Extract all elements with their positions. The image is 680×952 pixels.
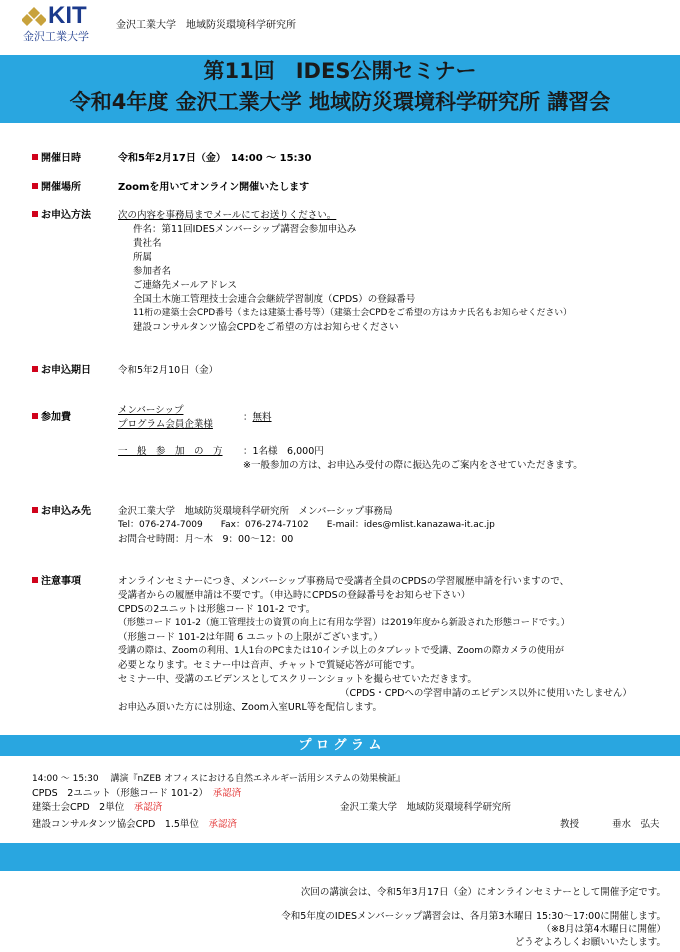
fee-member-value: ：無料 — [243, 412, 272, 423]
speaker-title: 教授 — [560, 819, 580, 830]
bullet-square-icon — [32, 577, 38, 583]
contact-line: お問合せ時間：月～木 9：00～12：00 — [118, 534, 294, 545]
header-org: 金沢工業大学 地域防災環境科学研究所 — [116, 20, 296, 31]
fee-member-line2: プログラム会員企業様 — [118, 419, 213, 430]
apply-item: 建設コンサルタンツ協会CPDをご希望の方はお知らせください — [133, 322, 399, 333]
contact-line: 金沢工業大学 地域防災環境科学研究所 メンバーシップ事務局 — [118, 506, 393, 517]
apply-item: 全国土木施工管理技士会連合会継続学習制度（CPDS）の登録番号 — [133, 294, 416, 305]
bullet-square-icon — [32, 366, 38, 372]
apply-intro: 次の内容を事務局までメールにてお送りください。 — [118, 210, 337, 221]
bullet-square-icon — [32, 413, 38, 419]
fee-general-value: ：1名様 6,000円 — [243, 446, 324, 457]
apply-item: 11桁の建築士会CPD番号（または建築士番号等）（建築士会CPDをご希望の方はカナ氏名もお知らせください） — [133, 308, 572, 318]
speaker-name: 垂水 弘夫 — [612, 819, 660, 830]
footer-line: （※8月は第4木曜日に開催） — [541, 924, 666, 935]
logo-subtext: 金沢工業大学 — [23, 30, 89, 43]
program-heading: プ ロ グ ラ ム — [298, 738, 382, 753]
contact-line: Tel：076-274-7009 Fax：076-274-7102 E-mail：ides@mlist.kanazawa-it.ac.jp — [118, 520, 495, 530]
venue-value: Zoomを用いてオンライン開催いたします — [118, 182, 310, 193]
date-label: 開催日時 — [32, 151, 81, 166]
speaker-org: 金沢工業大学 地域防災環境科学研究所 — [340, 802, 512, 813]
header — [0, 0, 680, 50]
deadline-value: 令和5年2月10日（金） — [118, 365, 219, 376]
program-cpds: CPDS 2ユニット（形態コード 101-2） 承認済 — [32, 788, 242, 799]
note-line: （形態コード 101-2（施工管理技士の資質の向上に有用な学習）は2019年度から新設された形態コードです。） — [118, 618, 570, 628]
fee-general: 一 般 参 加 の 方 — [118, 446, 223, 457]
apply-label: お申込方法 — [32, 208, 91, 223]
program-consult: 建設コンサルタンツ協会CPD 1.5単位 承認済 — [32, 819, 237, 830]
apply-item: 件名：第11回IDESメンバーシップ講習会参加申込み — [133, 224, 357, 235]
date-value: 令和5年2月17日（金） 14:00 ～ 15:30 — [118, 153, 312, 164]
deadline-label: お申込期日 — [32, 363, 91, 378]
apply-item: 所属 — [133, 252, 153, 263]
note-line: （CPDS・CPDへの学習申請のエビデンス以外に使用いたしません） — [340, 688, 632, 699]
apply-item: 参加者名 — [133, 266, 172, 277]
note-line: CPDSの2ユニットは形態コード 101-2 です。 — [118, 604, 316, 615]
program-time-lecture: 14:00 ～ 15:30 講演『nZEB オフィスにおける自然エネルギー活用システムの効果検証』 — [32, 774, 406, 784]
logo-text: KIT — [48, 2, 87, 29]
bottom-banner — [0, 843, 680, 871]
venue-label: 開催場所 — [32, 180, 81, 195]
note-line: オンラインセミナーにつき、メンバーシップ事務局で受講者全員のCPDSの学習履歴申請を行いますので、 — [118, 576, 570, 587]
kit-emblem-icon — [22, 6, 46, 28]
note-line: 受講者からの履歴申請は不要です。（申込時にCPDSの登録番号をお知らせ下さい） — [118, 590, 471, 601]
apply-item: 貴社名 — [133, 238, 162, 249]
bullet-square-icon — [32, 183, 38, 189]
fee-label: 参加費 — [32, 410, 71, 425]
title-line-1: 第11回 IDES公開セミナー — [203, 59, 477, 83]
contact-label: お申込み先 — [32, 504, 91, 519]
bullet-square-icon — [32, 211, 38, 217]
footer-line: 令和5年度のIDESメンバーシップ講習会は、各月第3木曜日 15:30～17:00に開催します。 — [281, 911, 666, 922]
note-line: セミナー中、受講のエビデンスとしてスクリーンショットを撮らせていただきます。 — [118, 674, 477, 685]
bullet-square-icon — [32, 507, 38, 513]
program-arch: 建築士会CPD 2単位 承認済 — [32, 802, 163, 813]
title-line-2: 令和4年度 金沢工業大学 地域防災環境科学研究所 講習会 — [69, 90, 611, 114]
footer-line: どうぞよろしくお願いいたします。 — [514, 937, 666, 948]
note-line: 必要となります。セミナー中は音声、チャットで質疑応答が可能です。 — [118, 660, 421, 671]
note-line: （形態コード 101-2は年間 6 ユニットの上限がございます。） — [118, 632, 383, 643]
fee-member-line1: メンバーシップ — [118, 405, 184, 416]
fee-note: ※一般参加の方は、お申込み受付の際に振込先のご案内をさせていただきます。 — [243, 460, 583, 471]
apply-item: ご連絡先メールアドレス — [133, 280, 238, 291]
notes-label: 注意事項 — [32, 574, 81, 589]
bullet-square-icon — [32, 154, 38, 160]
note-line: 受講の際は、Zoomの利用、1人1台のPCまたは10インチ以上のタブレットで受講、Zoomの際カメラの使用が — [118, 646, 565, 656]
footer-line: 次回の講演会は、令和5年3月17日（金）にオンラインセミナーとして開催予定です。 — [300, 887, 666, 898]
note-line: お申込み頂いた方には別途、Zoom入室URL等を配信します。 — [118, 702, 382, 713]
